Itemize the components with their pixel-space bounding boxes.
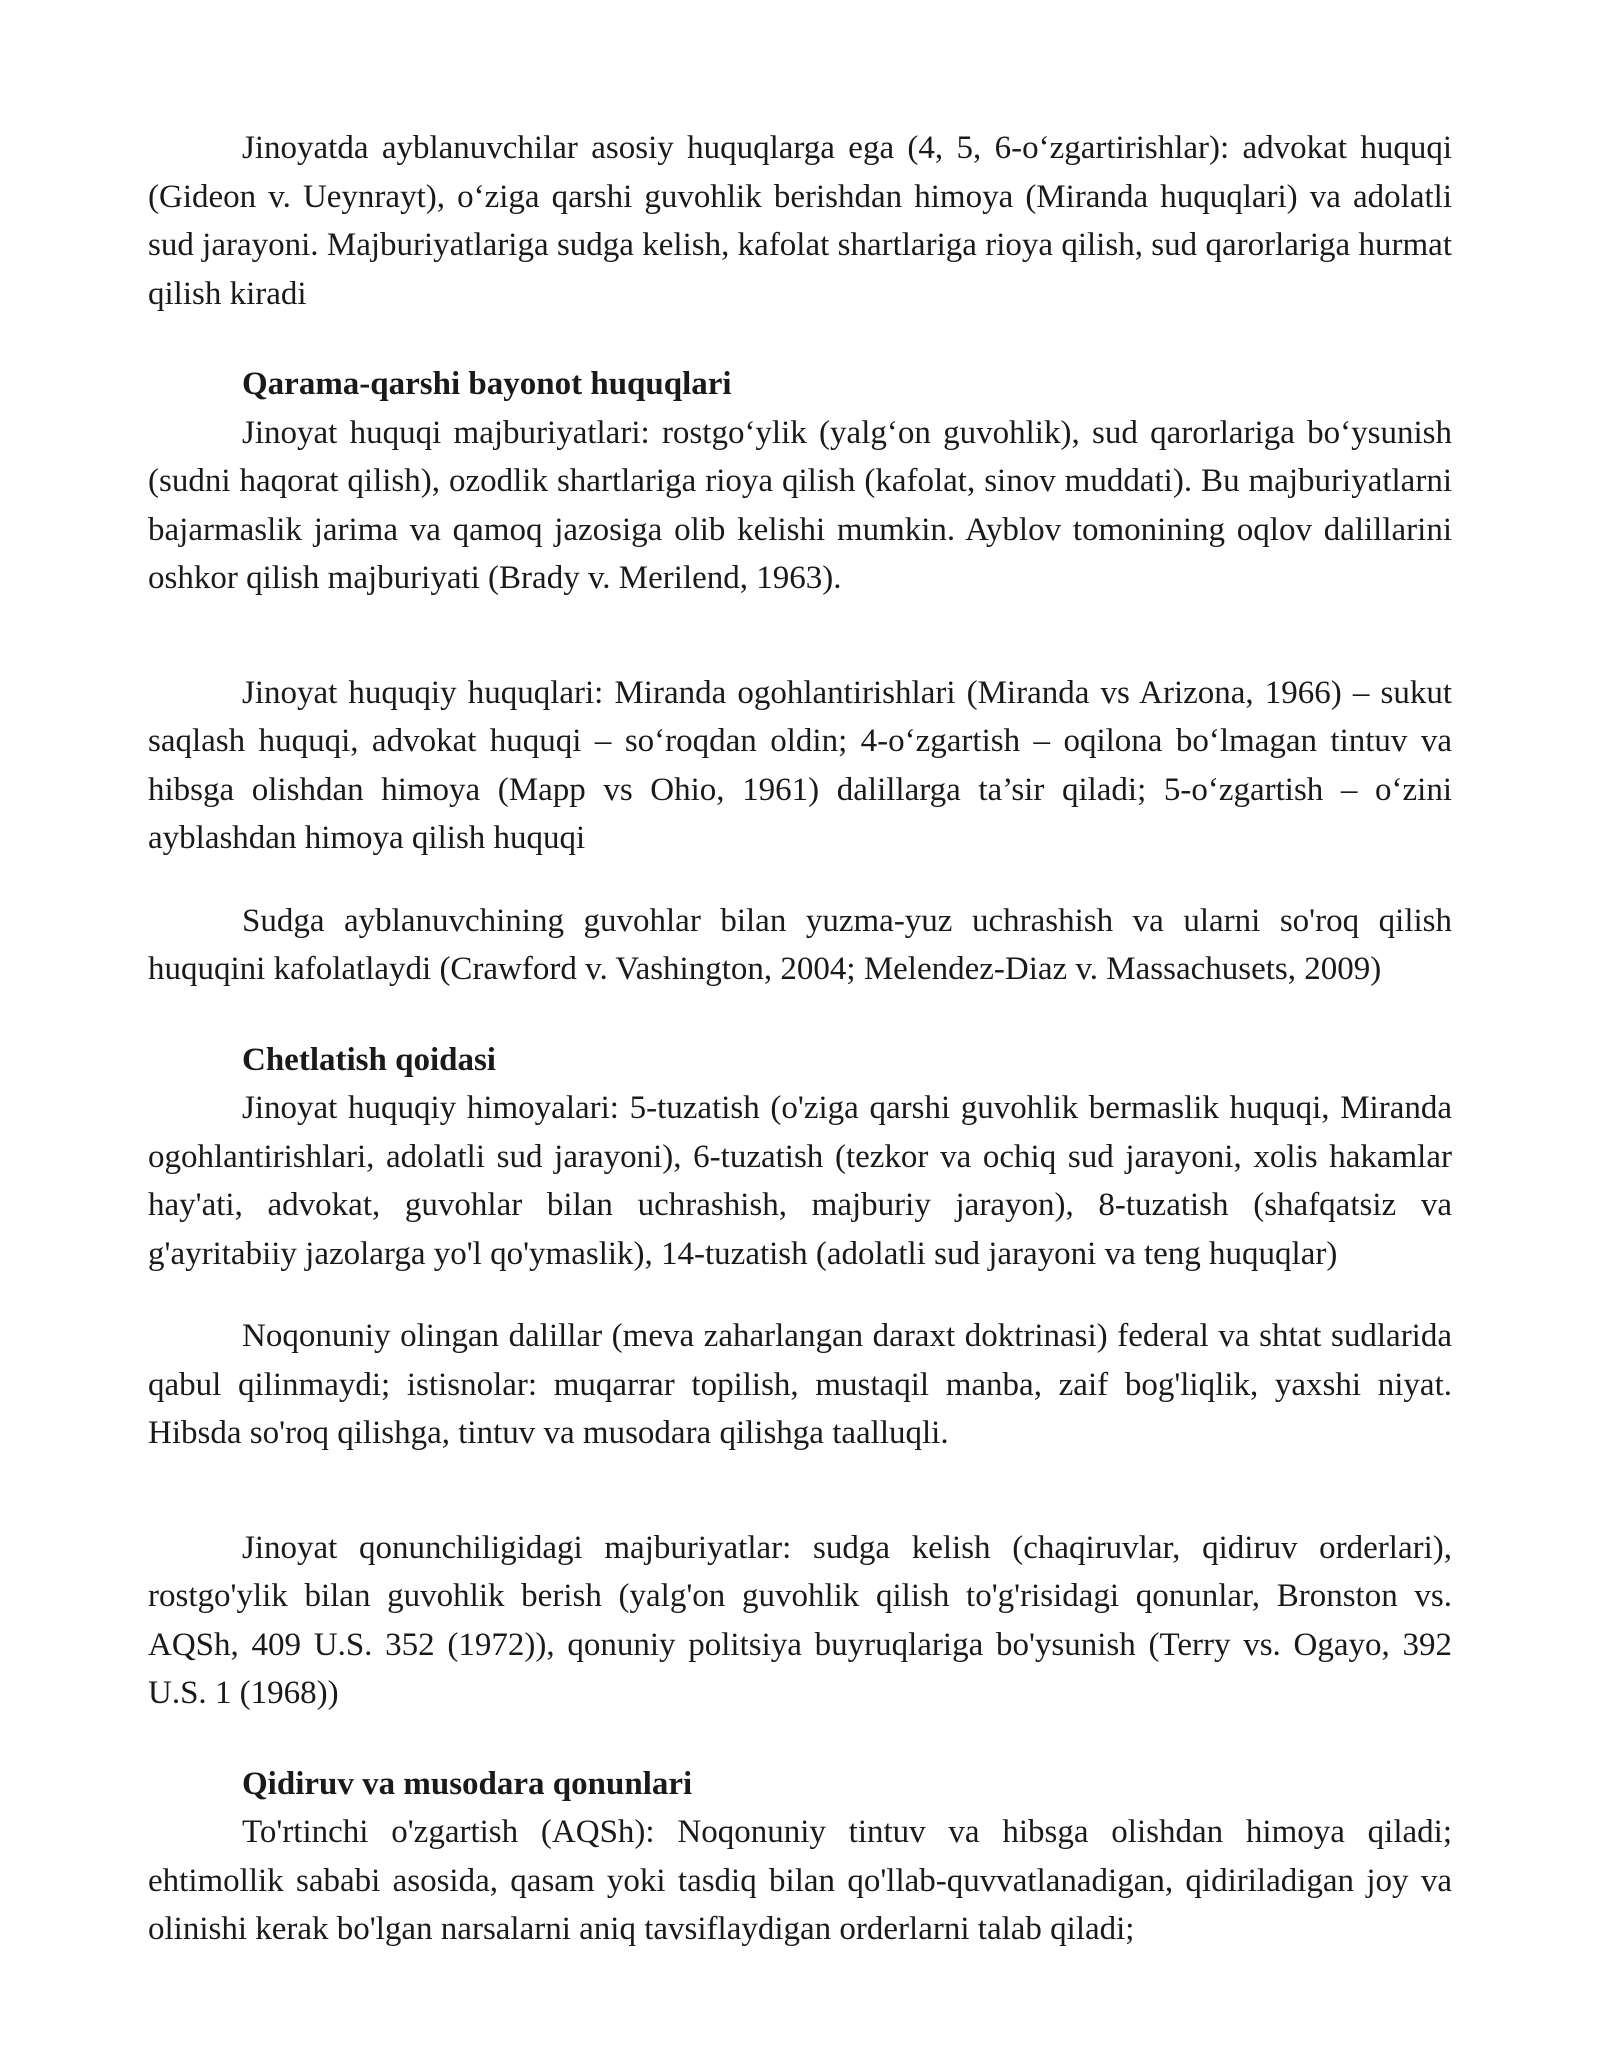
- document-page: [148, 124, 1452, 1954]
- paragraph-miranda-rights: Jinoyat huquqiy huquqlari: Miranda ogohlantirishlari (Miranda vs Arizona, 1966) – sukut saqlash huquqi, advokat huquqi – so‘roqdan oldin; 4-o‘zgartish – oqilona bo‘lmagan tintuv va hibsga olishdan himoya (Mapp vs Ohio, 1961) dalillarga ta’sir qiladi; 5-o‘zgartish – o‘zini ayblashdan himoya qilish huquqi: [148, 674, 1452, 856]
- paragraph-illegal-evidence: Noqonuniy olingan dalillar (meva zaharlangan daraxt doktrinasi) federal va shtat sudlarida qabul qilinmaydi; istisnolar: muqarrar topilish, mustaqil manba, zaif bog'liqlik, yaxshi niyat. Hibsda so'roq qilishga, tintuv va musodara qilishga taalluqli.: [148, 1318, 1452, 1451]
- paragraph-confrontation-clause: Sudga ayblanuvchining guvohlar bilan yuzma-yuz uchrashish va ularni so'roq qilish huquqini kafolatlaydi (Crawford v. Vashington, 2004; Melendez-Diaz v. Massachusets, 2009): [148, 902, 1452, 987]
- paragraph-legal-obligations: Jinoyat qonunchiligidagi majburiyatlar: sudga kelish (chaqiruvlar, qidiruv orderlari), rostgo'ylik bilan guvohlik berish (yalg'on guvohlik qilish to'g'risidagi qonunlar, Bronston vs. AQSh, 409 U.S. 352 (1972)), qonuniy politsiya buyruqlariga bo'ysunish (Terry vs. Ogayo, 392 U.S. 1 (1968)): [148, 1529, 1452, 1711]
- heading-exclusionary-rule: Chetlatish qoidasi: [242, 1041, 496, 1078]
- paragraph-amendment-protections: Jinoyat huquqiy himoyalari: 5-tuzatish (o'ziga qarshi guvohlik bermaslik huquqi, Miranda ogohlantirishlari, adolatli sud jarayoni), 6-tuzatish (tezkor va ochiq sud jarayoni, xolis hakamlar hay'ati, advokat, guvohlar bilan uchrashish, majburiy jarayon), 8-tuzatish (shafqatsiz va g'ayritabiiy jazolarga yo'l qo'ymaslik), 14-tuzatish (adolatli sud jarayoni va teng huquqlar): [148, 1090, 1452, 1272]
- heading-adversarial-rights: Qarama-qarshi bayonot huquqlari: [242, 366, 732, 402]
- paragraph-fourth-amendment: To'rtinchi o'zgartish (AQSh): Noqonuniy tintuv va hibsga olishdan himoya qiladi; ehtimollik sababi asosida, qasam yoki tasdiq bilan qo'llab-quvvatlanadigan, qidiriladigan joy va olinishi kerak bo'lgan narsalarni aniq tavsiflaydigan orderlarni talab qiladi;: [148, 1814, 1452, 1947]
- paragraph-accused-rights: Jinoyatda ayblanuvchilar asosiy huquqlarga ega (4, 5, 6-o‘zgartirishlar): advokat huquqi (Gideon v. Ueynrayt), o‘ziga qarshi guvohlik berishdan himoya (Miranda huquqlari) va adolatli sud jarayoni. Majburiyatlariga sudga kelish, kafolat shartlariga rioya qilish, sud qarorlariga hurmat qilish kiradi: [148, 130, 1452, 312]
- paragraph-criminal-obligations: Jinoyat huquqi majburiyatlari: rostgo‘ylik (yalg‘on guvohlik), sud qarorlariga bo‘ysunish (sudni haqorat qilish), ozodlik shartlariga rioya qilish (kafolat, sinov muddati). Bu majburiyatlarni bajarmaslik jarima va qamoq jazosiga olib kelishi mumkin. Ayblov tomonining oqlov dalillarini oshkor qilish majburiyati (Brady v. Merilend, 1963).: [148, 414, 1452, 596]
- heading-search-seizure: Qidiruv va musodara qonunlari: [242, 1765, 693, 1802]
